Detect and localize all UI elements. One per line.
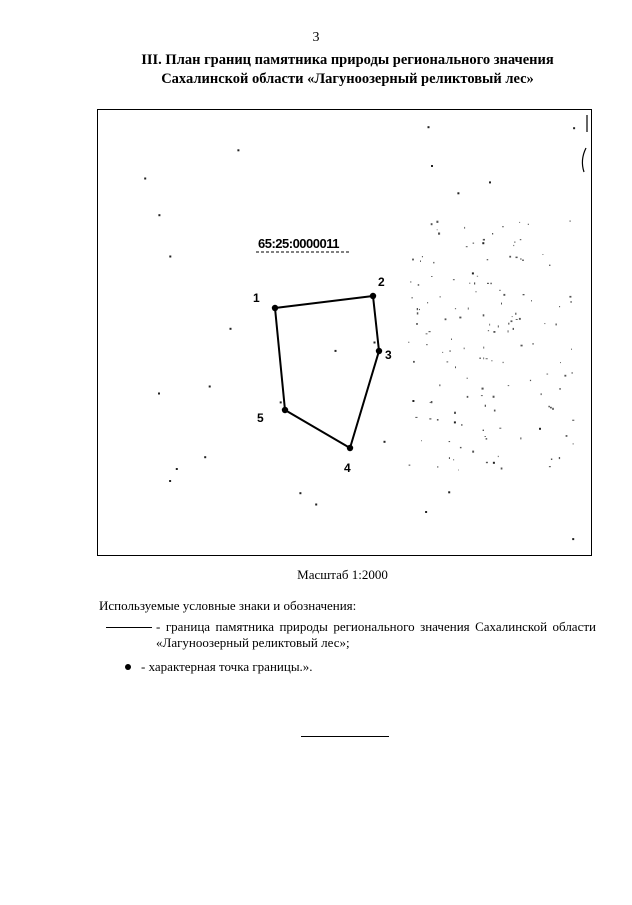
map-canvas — [98, 110, 593, 557]
scan-speck — [521, 345, 523, 347]
scan-speck — [436, 221, 438, 223]
scan-speck — [508, 385, 510, 386]
scan-speck — [431, 165, 433, 167]
scan-speck — [437, 419, 439, 421]
scan-speck — [472, 272, 474, 274]
scan-speck — [476, 291, 477, 292]
scan-speck — [457, 192, 459, 194]
scan-speck — [374, 342, 376, 344]
scan-speck — [448, 491, 450, 493]
scan-speck — [493, 396, 495, 398]
scan-speck — [455, 366, 456, 368]
scan-speck — [473, 243, 475, 244]
scan-speck — [520, 259, 522, 260]
scan-speck — [433, 262, 434, 264]
scan-speck — [421, 440, 422, 441]
scan-speck — [453, 279, 455, 280]
scan-speck — [411, 297, 413, 298]
vertex-label-4: 4 — [344, 461, 351, 475]
map-scale: Масштаб 1:2000 — [297, 567, 388, 582]
scan-speck — [169, 256, 171, 258]
legend-boundary — [106, 619, 596, 651]
scan-speck — [416, 323, 418, 325]
scan-speck — [533, 343, 534, 345]
scan-speck — [501, 468, 503, 470]
scan-speck — [418, 284, 420, 286]
scan-speck — [384, 441, 386, 443]
scan-speck — [449, 441, 451, 442]
scan-speck — [158, 214, 160, 216]
legend-boundary-text: - граница памятника природы регионального значения Сахалинской области «Лагуноозерный реликтовый лес»; — [156, 619, 596, 650]
scan-speck — [520, 239, 522, 240]
scan-speck — [335, 350, 337, 352]
scan-speck — [483, 239, 485, 241]
scan-speck — [560, 362, 561, 363]
scan-speck — [547, 374, 549, 375]
scan-speck — [427, 302, 428, 303]
scan-speck — [447, 361, 449, 362]
scan-speck — [559, 306, 560, 307]
scan-speck — [573, 127, 575, 129]
scan-speck — [544, 323, 545, 324]
scan-speck — [204, 456, 206, 458]
vertex-point-2 — [370, 293, 376, 299]
scan-speck — [408, 342, 409, 343]
scan-speck — [503, 294, 505, 296]
scan-speck — [520, 437, 521, 439]
scan-speck — [419, 309, 420, 310]
point-dot-symbol — [125, 664, 131, 670]
scan-speck — [530, 380, 531, 381]
scan-speck — [572, 372, 573, 373]
vertex-label-1: 1 — [253, 291, 260, 305]
scan-speck — [429, 418, 431, 419]
scan-speck — [523, 294, 525, 295]
scan-speck — [449, 351, 451, 352]
scan-speck — [472, 451, 474, 453]
scan-speck — [417, 312, 419, 314]
bottom-rule — [301, 736, 389, 737]
vertex-label-2: 2 — [378, 275, 385, 289]
scan-speck — [483, 430, 484, 431]
scan-speck — [566, 435, 568, 437]
scan-speck — [508, 323, 509, 325]
page-title — [60, 51, 632, 89]
scan-speck — [426, 344, 427, 345]
scan-speck — [491, 360, 492, 361]
scan-speck — [541, 393, 542, 395]
scan-speck — [410, 281, 411, 282]
scan-speck — [483, 314, 485, 316]
scan-speck — [539, 428, 541, 430]
scan-speck — [483, 347, 484, 349]
scan-speck — [493, 462, 495, 464]
legend-point-text: - характерная точка границы.». — [141, 659, 313, 674]
scan-speck — [431, 276, 432, 277]
scan-speck — [502, 226, 503, 227]
scan-speck — [513, 328, 514, 330]
scan-speck — [569, 296, 571, 298]
scan-speck — [420, 260, 421, 262]
scan-speck — [451, 339, 452, 341]
scan-speck — [482, 388, 484, 390]
scan-speck — [467, 396, 469, 398]
vertex-point-4 — [347, 445, 353, 451]
scan-speck — [449, 457, 450, 459]
scan-speck — [459, 317, 461, 319]
scan-speck — [417, 308, 418, 310]
scan-speck — [176, 468, 178, 470]
scan-speck — [486, 438, 488, 440]
scan-speck — [519, 318, 521, 320]
scan-speck — [515, 313, 516, 315]
scan-noise — [144, 126, 575, 540]
scan-speck — [412, 259, 414, 261]
title-line-1: III. План границ памятника природы регионального значения — [141, 52, 554, 68]
scan-speck — [519, 222, 520, 223]
scan-speck — [429, 331, 431, 332]
vertex-label-5: 5 — [257, 411, 264, 425]
boundary-line-symbol — [106, 619, 152, 628]
scan-speck — [481, 395, 483, 396]
scan-speck — [299, 492, 301, 494]
scan-speck — [564, 375, 566, 377]
scan-speck — [516, 257, 518, 259]
scan-speck — [499, 428, 501, 429]
scan-speck — [453, 459, 454, 460]
scan-speck — [559, 388, 560, 390]
scan-speck — [455, 308, 456, 309]
scan-speck — [237, 149, 239, 151]
scan-speck — [428, 126, 430, 128]
scan-speck — [425, 511, 427, 513]
scan-speck — [460, 447, 462, 448]
boundary-map — [97, 109, 592, 556]
title-line-2: Сахалинской области «Лагуноозерный реликтовый лес» — [161, 71, 534, 87]
scan-speck — [489, 181, 491, 183]
scan-speck — [501, 303, 502, 305]
scan-speck — [531, 300, 532, 302]
vertex-point-1 — [272, 305, 278, 311]
scan-speck — [485, 405, 486, 407]
scan-speck — [513, 245, 514, 246]
scan-speck — [488, 330, 489, 331]
scan-speck — [158, 393, 160, 395]
scan-speck — [493, 331, 495, 333]
scan-speck — [550, 407, 552, 409]
scan-speck — [551, 459, 552, 461]
scan-speck — [431, 223, 433, 225]
scan-speck — [522, 260, 524, 262]
scan-speck — [445, 318, 447, 320]
scan-speck — [438, 233, 440, 235]
scan-speck — [552, 408, 554, 410]
scan-speck — [144, 178, 146, 180]
scan-speck — [479, 358, 481, 359]
scan-speck — [454, 421, 456, 423]
scan-speck — [559, 457, 560, 459]
boundary-polygon — [275, 296, 379, 448]
scan-speck — [571, 349, 572, 350]
scan-speck — [482, 242, 484, 244]
scan-speck — [490, 283, 491, 285]
scan-speck — [556, 324, 557, 326]
legend-title: Используемые условные знаки и обозначения: — [99, 598, 357, 613]
scan-speck — [209, 386, 211, 388]
scan-speck — [509, 256, 511, 258]
scan-speck — [514, 242, 515, 243]
scan-speck — [439, 384, 440, 386]
scan-speck — [412, 400, 414, 402]
scan-speck — [512, 316, 513, 317]
scan-speck — [549, 265, 550, 266]
scan-speck — [280, 401, 282, 403]
scan-speck — [409, 465, 411, 466]
scan-speck — [469, 283, 470, 284]
legend-point — [125, 659, 313, 675]
scan-speck — [474, 282, 475, 284]
scan-speck — [498, 456, 499, 457]
scan-speck — [570, 221, 571, 222]
scan-speck — [486, 462, 488, 463]
scan-speck — [464, 227, 465, 229]
scan-speck — [548, 406, 550, 408]
scan-speck — [415, 417, 417, 418]
scan-speck — [315, 504, 317, 506]
scan-speck — [230, 328, 232, 330]
scan-speck — [485, 436, 486, 437]
scan-speck — [511, 320, 513, 322]
scan-speck — [572, 538, 574, 540]
scan-speck — [486, 358, 488, 359]
scan-speck — [458, 470, 459, 471]
scan-speck — [573, 443, 574, 444]
scan-speck — [431, 401, 433, 403]
scan-speck — [466, 246, 468, 247]
vertex-label-3: 3 — [385, 348, 392, 362]
page-number: 3 — [312, 30, 320, 45]
scan-speck — [487, 259, 489, 260]
scan-speck — [494, 410, 496, 412]
scan-speck — [464, 348, 465, 350]
scan-speck — [572, 420, 574, 421]
scan-speck — [454, 412, 456, 414]
vertex-point-5 — [282, 407, 288, 413]
scan-speck — [528, 224, 529, 225]
scan-speck — [440, 296, 441, 298]
scan-speck — [169, 480, 171, 482]
scan-speck — [467, 378, 468, 379]
vertex-point-3 — [376, 348, 382, 354]
scan-speck — [570, 301, 571, 303]
scan-speck — [461, 424, 462, 426]
scan-speck — [437, 229, 438, 230]
scan-speck — [468, 308, 469, 310]
scan-speck — [477, 276, 478, 277]
cadastral-number: 65:25:0000011 — [258, 236, 339, 251]
scan-speck — [437, 466, 438, 467]
scan-speck — [549, 466, 551, 467]
scan-speck — [442, 352, 443, 353]
scan-speck — [487, 283, 489, 284]
scan-speck — [508, 330, 509, 332]
scan-speck — [426, 333, 428, 334]
scan-speck — [503, 362, 504, 363]
scan-speck — [483, 357, 484, 359]
scan-speck — [499, 290, 500, 291]
scan-speck — [422, 256, 423, 257]
map-edge-marks — [582, 115, 587, 172]
scan-speck — [542, 254, 543, 255]
scan-speck — [492, 233, 493, 235]
scan-speck — [498, 325, 499, 327]
scan-speck — [413, 361, 415, 363]
scan-speck — [489, 324, 490, 326]
scan-speck — [516, 319, 518, 320]
